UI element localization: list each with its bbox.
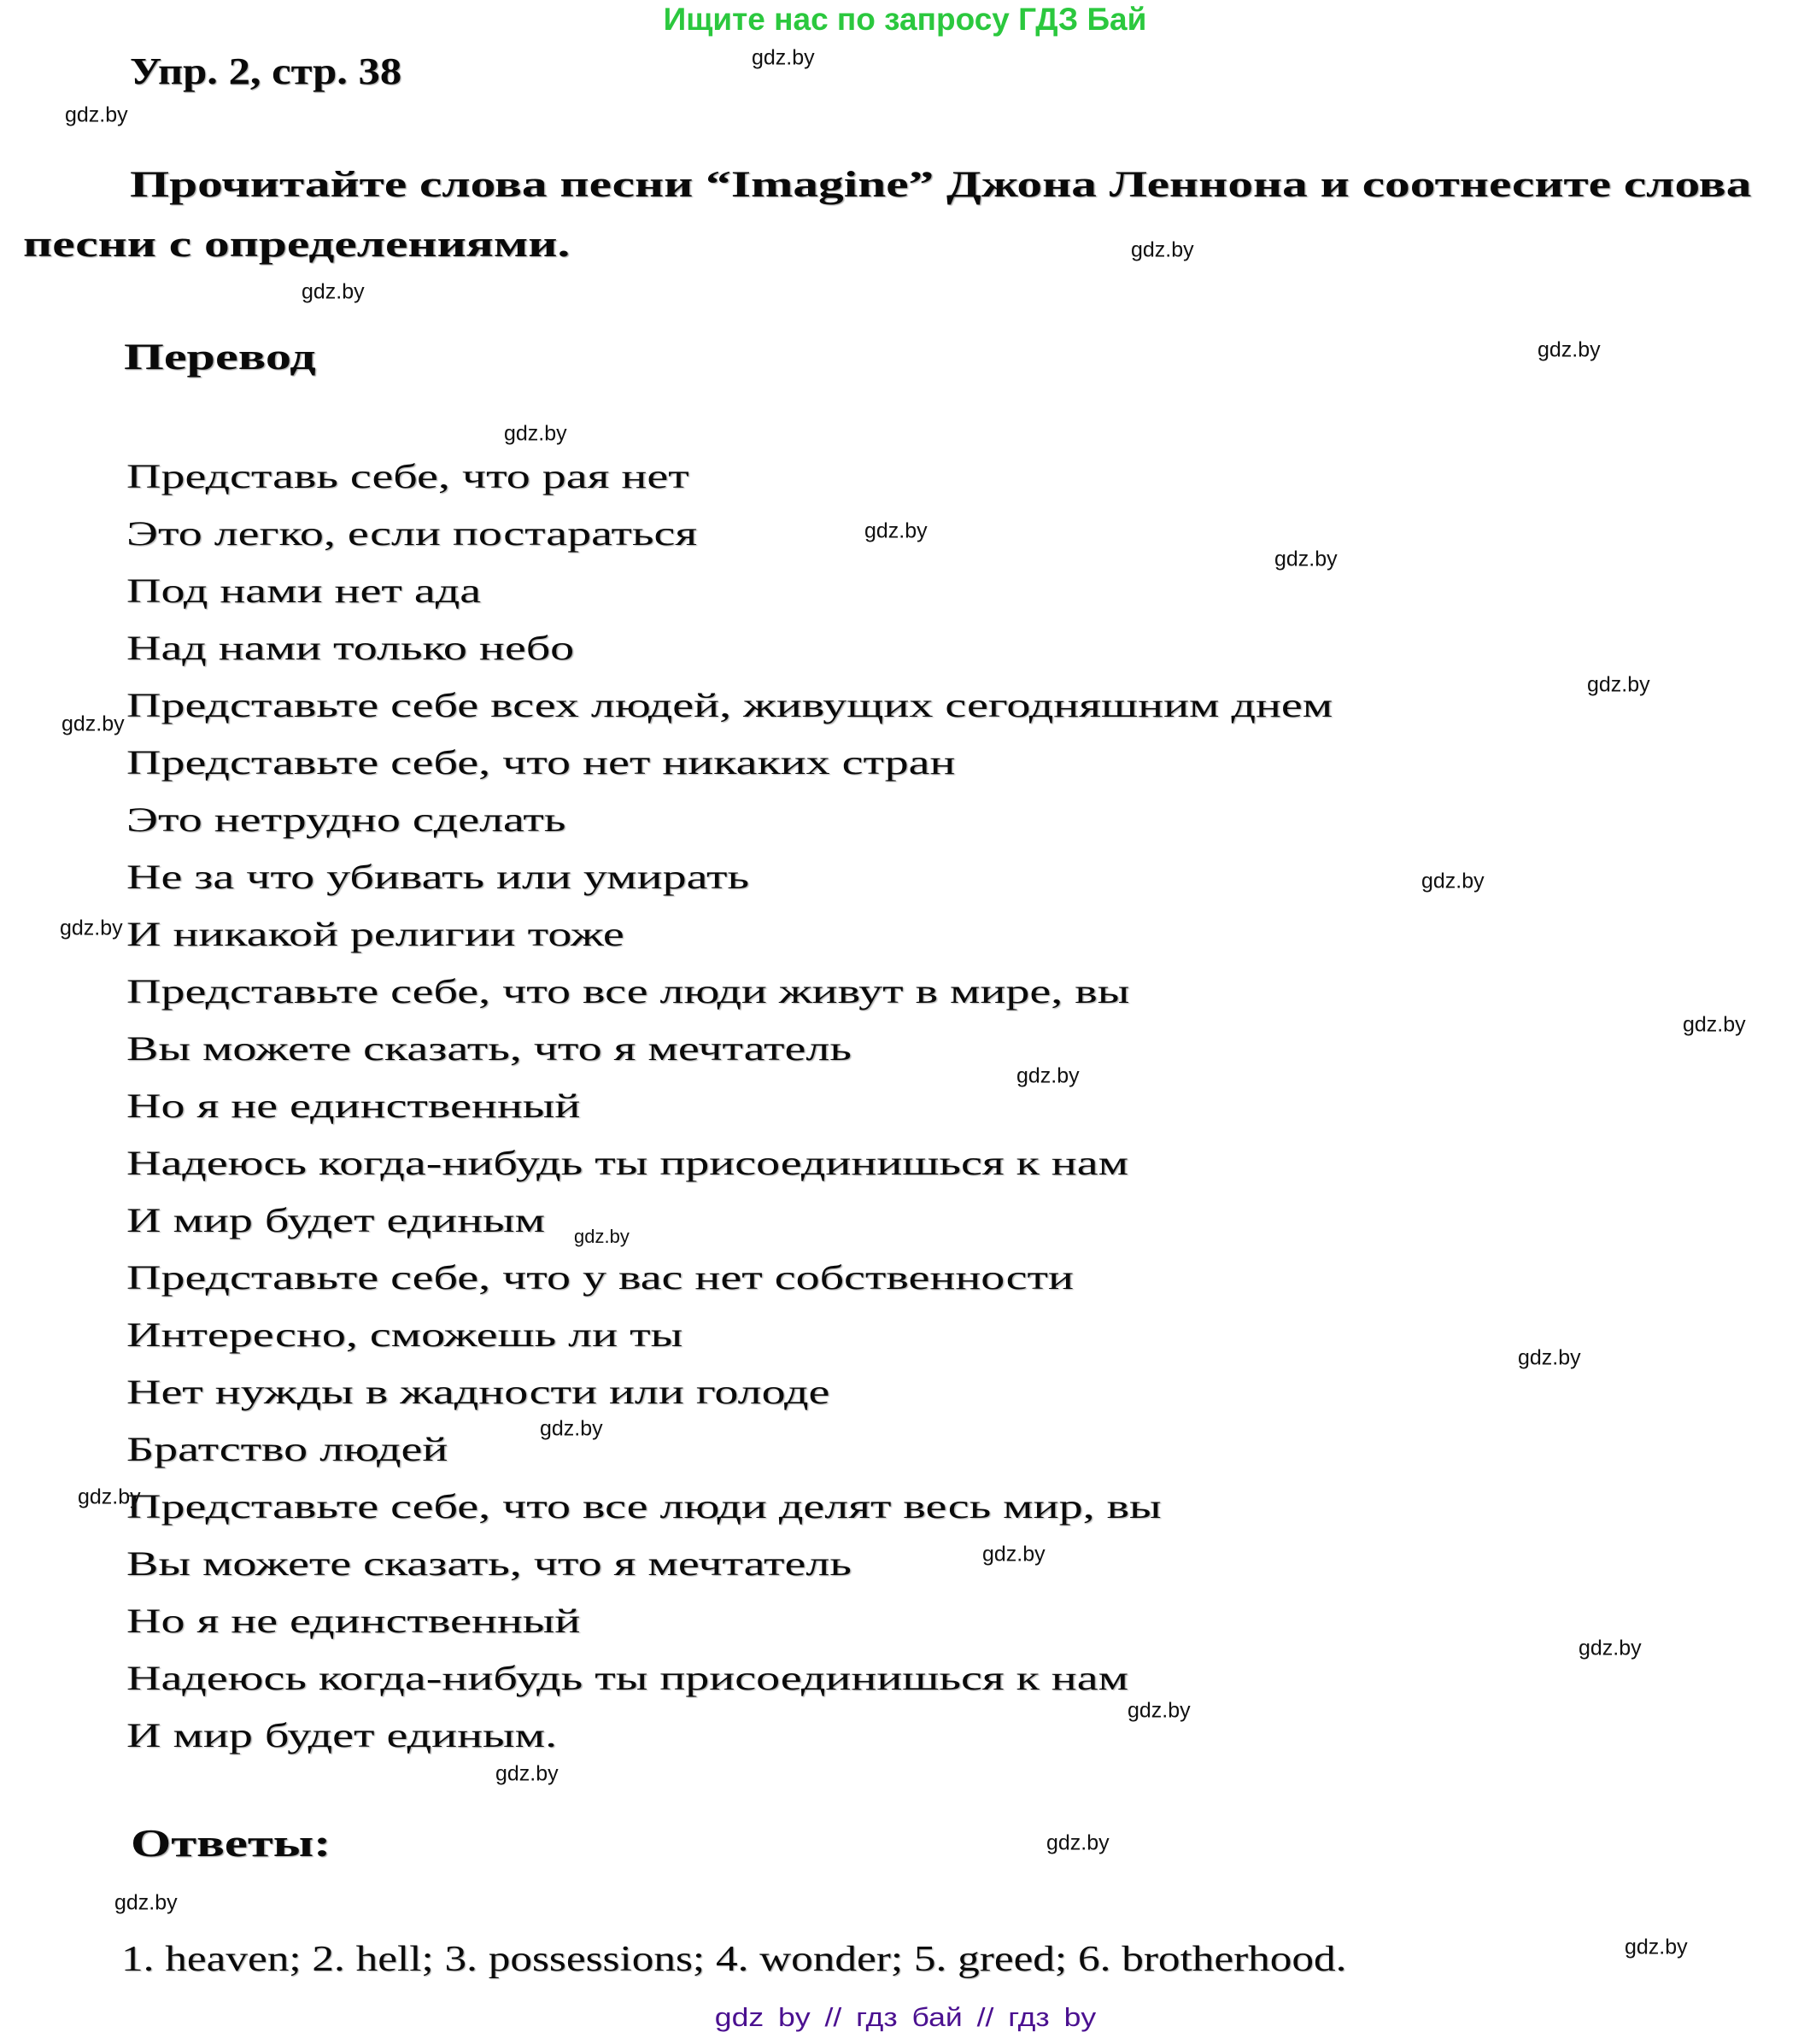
translation-line: Интересно, сможешь ли ты — [126, 1315, 683, 1354]
gdz-watermark: gdz.by — [1587, 672, 1650, 697]
translation-line: Над нами только небо — [126, 629, 575, 667]
translation-line: И никакой религии тоже — [126, 915, 624, 953]
gdz-watermark: gdz.by — [62, 712, 125, 736]
translation-line: И мир будет единым — [126, 1201, 546, 1239]
gdz-watermark: gdz.by — [982, 1542, 1046, 1567]
translation-line: И мир будет единым. — [126, 1716, 558, 1754]
translation-line: Представьте себе, что все люди делят весь мир, вы — [126, 1487, 1162, 1526]
translation-line: Надеюсь когда-нибудь ты присоединишься к нам — [126, 1659, 1129, 1697]
translation-line: Но я не единственный — [126, 1602, 581, 1640]
gdz-watermark: gdz.by — [60, 916, 123, 940]
translation-heading: Перевод — [124, 337, 316, 378]
translation-line: Представьте себе, что у вас нет собственности — [126, 1258, 1074, 1297]
translation-line: Под нами нет ада — [126, 571, 482, 610]
gdz-watermark: gdz.by — [1128, 1698, 1191, 1723]
footer-watermark: gdz by // гдз бай // гдз by — [714, 2002, 1096, 2032]
gdz-watermark: gdz.by — [1421, 869, 1485, 893]
translation-lyrics — [126, 448, 1333, 1764]
gdz-watermark: gdz.by — [1016, 1063, 1080, 1088]
translation-line: Представьте себе, что все люди живут в мире, вы — [126, 972, 1130, 1010]
translation-line: Вы можете сказать, что я мечтатель — [126, 1544, 852, 1583]
task-text-line-2: песни с определениями. — [23, 225, 571, 265]
gdz-watermark: gdz.by — [1683, 1012, 1746, 1037]
gdz-watermark: gdz.by — [1046, 1830, 1110, 1855]
gdz-watermark: gdz.by — [1625, 1935, 1688, 1959]
translation-line: Нет нужды в жадности или голоде — [126, 1373, 830, 1411]
gdz-watermark: gdz.by — [1274, 547, 1338, 571]
gdz-watermark: gdz.by — [574, 1226, 630, 1247]
gdz-watermark: gdz.by — [752, 45, 815, 70]
gdz-watermark: gdz.by — [65, 102, 128, 127]
exercise-title: Упр. 2, стр. 38 — [130, 50, 402, 92]
translation-line: Это нетрудно сделать — [126, 800, 566, 839]
translation-line: Представьте себе всех людей, живущих сегодняшним днем — [126, 686, 1333, 724]
answers-text: 1. heaven; 2. hell; 3. possessions; 4. wonder; 5. greed; 6. brotherhood. — [121, 1940, 1347, 1979]
gdz-watermark: gdz.by — [495, 1761, 559, 1786]
gdz-watermark: gdz.by — [1518, 1345, 1581, 1370]
gdz-watermark: gdz.by — [864, 518, 928, 543]
gdz-watermark: gdz.by — [1538, 337, 1601, 362]
gdz-watermark: gdz.by — [1131, 237, 1194, 262]
translation-line: Это легко, если постараться — [126, 514, 698, 553]
gdz-watermark: gdz.by — [302, 279, 365, 304]
answers-heading: Ответы: — [131, 1822, 331, 1865]
gdz-watermark: gdz.by — [1579, 1636, 1642, 1660]
promo-banner: Ищите нас по запросу ГДЗ Бай — [663, 2, 1147, 37]
translation-line: Братство людей — [126, 1430, 448, 1468]
gdz-watermark: gdz.by — [504, 421, 567, 446]
translation-line: Не за что убивать или умирать — [126, 858, 749, 896]
gdz-watermark: gdz.by — [114, 1890, 178, 1915]
translation-line: Представьте себе, что нет никаких стран — [126, 743, 956, 782]
translation-line: Но я не единственный — [126, 1086, 581, 1125]
translation-line: Представь себе, что рая нет — [126, 457, 689, 495]
task-text-line-1: Прочитайте слова песни “Imagine” Джона Леннона и соотнесите слова — [130, 165, 1752, 205]
gdz-watermark: gdz.by — [540, 1416, 603, 1441]
gdz-watermark: gdz.by — [78, 1485, 141, 1509]
translation-line: Вы можете сказать, что я мечтатель — [126, 1029, 852, 1068]
translation-line: Надеюсь когда-нибудь ты присоединишься к нам — [126, 1144, 1129, 1182]
